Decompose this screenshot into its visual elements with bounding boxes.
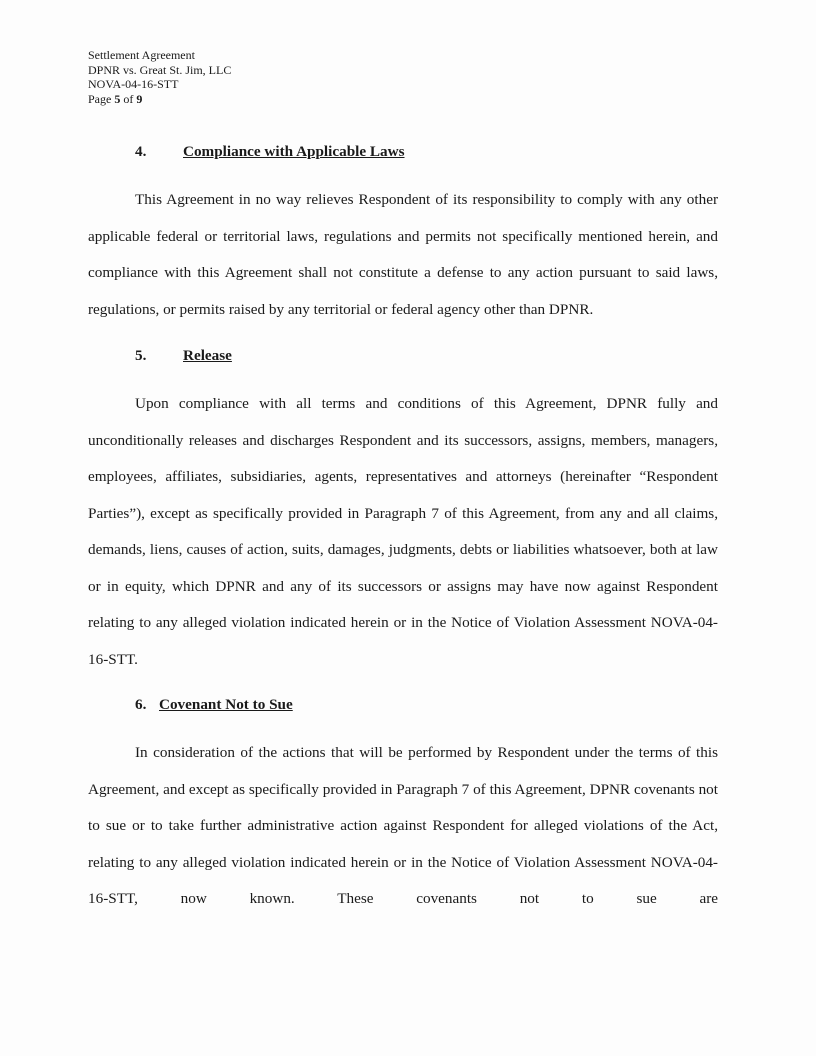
section-paragraph: This Agreement in no way relieves Respondent of its responsibility to comply with any other applicable federal or territorial laws, regulations and permits not specifically mentioned herein, and compliance with this Agreement shall not constitute a defense to any action pursuant to said laws, regulations, or permits raised by any territorial or federal agency other than DPNR. — [88, 191, 718, 318]
section-6-body — [88, 735, 718, 918]
section-6-heading — [135, 696, 293, 714]
section-title: Release — [183, 347, 232, 364]
section-paragraph: In consideration of the actions that will be performed by Respondent under the terms of this Agreement, and except as specifically provided in Paragraph 7 of this Agreement, DPNR covenants not to sue or to take further administrative action against Respondent for alleged violations of the Act, relating to any alleged violation indicated herein or in the Notice of Violation Assessment NOVA-04-16-STT, now known. These covenants not to sue are — [88, 744, 718, 907]
section-title: Covenant Not to Sue — [159, 696, 293, 713]
section-number: 6. — [135, 696, 147, 713]
page-current: 5 — [114, 91, 121, 106]
section-5-heading — [135, 347, 232, 365]
page-mid: of — [120, 91, 137, 106]
header-page-number — [88, 92, 231, 107]
page-total: 9 — [136, 91, 143, 106]
page-header — [88, 48, 231, 106]
header-document-title: Settlement Agreement — [88, 48, 195, 62]
header-case-number: NOVA-04-16-STT — [88, 77, 179, 91]
section-4-body — [88, 182, 718, 328]
section-title: Compliance with Applicable Laws — [183, 143, 405, 160]
section-4-heading — [135, 143, 405, 161]
section-paragraph: Upon compliance with all terms and conditions of this Agreement, DPNR fully and unconditionally releases and discharges Respondent and its successors, assigns, members, managers, employees, affiliates, subsidiaries, agents, representatives and attorneys (hereinafter “Respondent Parties”), except as specifically provided in Paragraph 7 of this Agreement, from any and all claims, demands, liens, causes of action, suits, damages, judgments, debts or liabilities whatsoever, both at law or in equity, which DPNR and any of its successors or assigns may have now against Respondent relating to any alleged violation indicated herein or in the Notice of Violation Assessment NOVA-04-16-STT. — [88, 395, 718, 668]
section-5-body — [88, 386, 718, 678]
section-number: 5. — [135, 347, 147, 364]
page-prefix: Page — [88, 91, 115, 106]
section-number: 4. — [135, 143, 147, 160]
header-case-parties: DPNR vs. Great St. Jim, LLC — [88, 62, 232, 77]
